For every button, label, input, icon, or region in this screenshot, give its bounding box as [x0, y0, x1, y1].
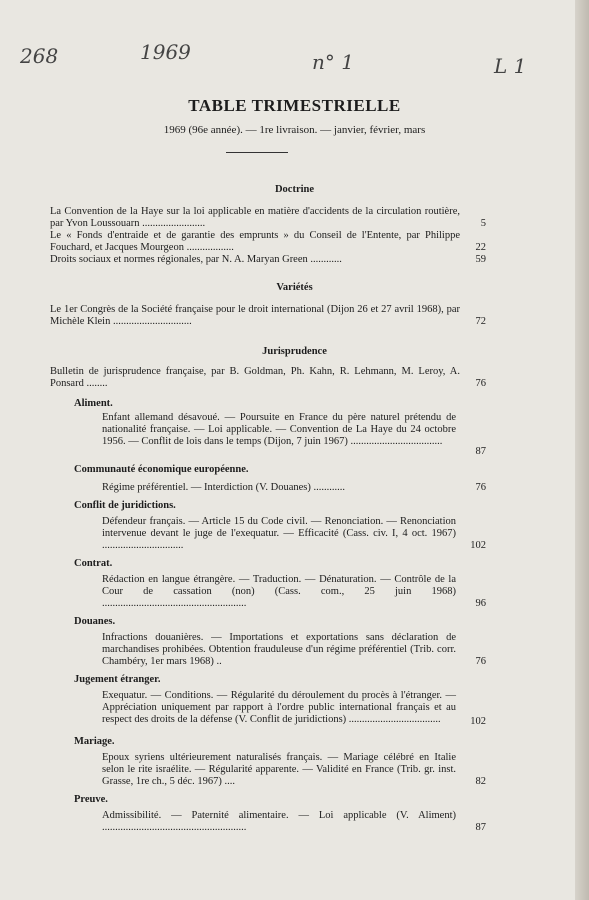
heading-jugement: Jugement étranger.	[74, 674, 161, 685]
doctrine-entry: Le « Fonds d'entraide et de garantie des emprunts » du Conseil de l'Entente, par Philippe Fouchard, et Jacques Mourgeon ..................	[50, 230, 460, 253]
heading-preuve: Preuve.	[74, 794, 108, 805]
divider	[226, 152, 288, 153]
bulletin-entry: Bulletin de jurisprudence française, par B. Goldman, Ph. Kahn, R. Lehmann, M. Leroy, A. Ponsard ........	[50, 366, 460, 389]
heading-text: Rédaction en langue étrangère. — Traduction. — Dénaturation. — Contrôle de la Cour de cassation (non) (Cass. com., 25 juin 1968) .......................................................	[102, 574, 456, 609]
heading-text: Infractions douanières. — Importations et exportations sans déclaration de marchandises prohibées. Obtention frauduleuse d'un régime préférentiel (Trib. corr. Chambéry, 1er mars 1968) ..	[102, 632, 456, 667]
page-number: 76	[475, 378, 486, 389]
section-jurisprudence: Jurisprudence	[262, 346, 327, 357]
page-number: 59	[475, 254, 486, 265]
heading-aliment: Aliment.	[74, 398, 113, 409]
heading-douanes: Douanes.	[74, 616, 116, 627]
heading-text: Défendeur français. — Article 15 du Code civil. — Renonciation. — Renonciation intervenue devant le juge de l'exequatur. — Efficacité (Cass. civ. I, 4 oct. 1967) ...............................	[102, 516, 456, 551]
section-doctrine: Doctrine	[274, 184, 315, 195]
page-number: 82	[475, 776, 486, 787]
page-number: 87	[475, 822, 486, 833]
page-number: 76	[475, 656, 486, 667]
handwritten-issue: n° 1	[312, 50, 354, 74]
heading-contrat: Contrat.	[74, 558, 113, 569]
page-subtitle: 1969 (96e année). — 1re livraison. — janvier, février, mars	[163, 124, 426, 136]
heading-text: Enfant allemand désavoué. — Poursuite en France du père naturel prétendu de nationalité française. — Loi applicable. — Convention de La Haye du 24 octobre 1956. — Conflit de lois dans le temps (Dijon, 7 juin 1967) ...................................	[102, 412, 456, 447]
page-title: TABLE TRIMESTRIELLE	[188, 96, 401, 115]
page-number: 5	[480, 218, 486, 229]
doctrine-entry: La Convention de la Haye sur la loi applicable en matière d'accidents de la circulation routière, par Yvon Loussouarn ........................	[50, 206, 460, 229]
section-varietes: Variétés	[276, 282, 313, 293]
handwritten-ref: L 1	[494, 54, 527, 78]
varietes-entry: Le 1er Congrès de la Société française pour le droit international (Dijon 26 et 27 avril 1968), par Michèle Klein ..............................	[50, 304, 460, 327]
page-number: 87	[475, 446, 486, 457]
page-number: 22	[475, 242, 486, 253]
heading-text: Régime préférentiel. — Interdiction (V. Douanes) ............	[102, 482, 345, 493]
doctrine-entry: Droits sociaux et normes régionales, par N. A. Maryan Green ............	[50, 254, 342, 265]
heading-text: Admissibilité. — Paternité alimentaire. — Loi applicable (V. Aliment) .......................................................	[102, 810, 456, 833]
heading-conflit: Conflit de juridictions.	[74, 500, 176, 511]
heading-mariage: Mariage.	[74, 736, 115, 747]
page-number: 96	[475, 598, 486, 609]
page-number: 102	[470, 540, 486, 551]
page-number: 76	[475, 482, 486, 493]
heading-text: Exequatur. — Conditions. — Régularité du déroulement du procès à l'étranger. — Appréciation uniquement par rapport à l'ordre public international français et au respect des droits de la défense (V. Conflit de juridictions) ...................................	[102, 690, 456, 725]
heading-communaute: Communauté économique européenne.	[74, 464, 249, 475]
handwritten-year: 1969	[140, 40, 191, 64]
handwritten-number: 268	[20, 44, 59, 68]
page-number: 102	[470, 716, 486, 727]
page-number: 72	[475, 316, 486, 327]
heading-text: Epoux syriens ultérieurement naturalisés français. — Mariage célébré en Italie selon le rite israélite. — Régularité apparente. — Validité en France (Trib. gr. inst. Grasse, 1re ch., 5 déc. 1967) ....	[102, 752, 456, 787]
